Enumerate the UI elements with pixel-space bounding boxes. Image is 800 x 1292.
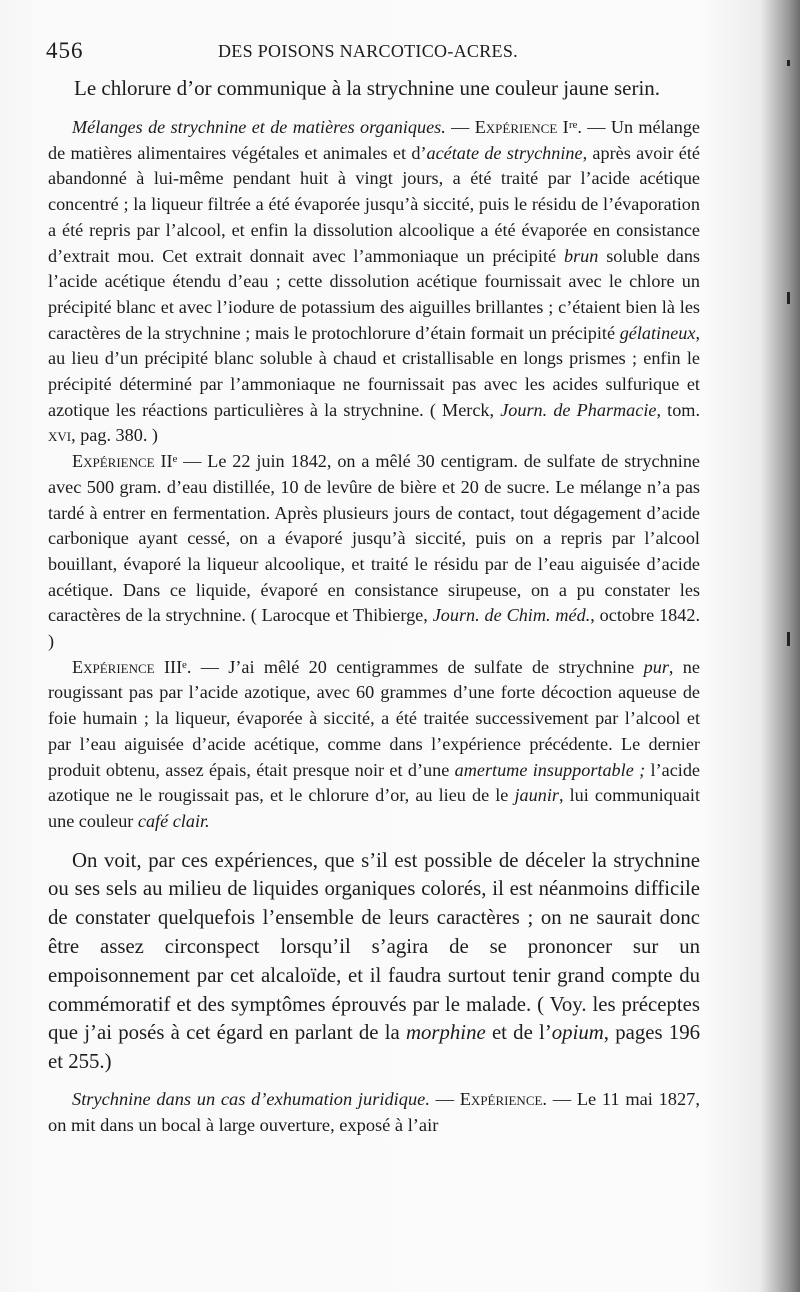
page-header bbox=[46, 38, 698, 64]
experience-label: Expérience. bbox=[459, 1089, 548, 1110]
page-edge-mark bbox=[787, 60, 790, 66]
journal-citation: Journ. de Pharmacie bbox=[500, 399, 657, 420]
page-edge-mark bbox=[787, 632, 790, 646]
paragraph-experience-3: Expérience IIIᵉ. — J’ai mêlé 20 centigrammes de sulfate de strychnine pur, ne rougissant pas par l’acide azotique, avec 60 grammes d’une forte décoction aqueuse de foie humain ; la liqueur, évaporée à siccité, a été traitée successivement par l’alcool et par l’eau aiguisée d’acide acétique, comme dans l’expérience précédente. Le dernier produit obtenu, assez épais, était presque noir et d’une amertume insupportable ; l’acide azotique ne le rougissait pas, et le chlorure d’or, au lieu de le jaunir, lui communiquait une couleur café clair. bbox=[48, 656, 700, 831]
paragraph-chlorure-or: Le chlorure d’or communique à la strychnine une couleur jaune serin. bbox=[74, 76, 661, 100]
running-title: DES POISONS NARCOTICO-ACRES. bbox=[218, 41, 518, 61]
section-heading: Mélanges de strychnine et de matières organiques. bbox=[72, 117, 446, 137]
paragraph-exhumation: Strychnine dans un cas d’exhumation juridique. — Expérience. — Le 11 mai 1827, on mit dans un bocal à large ouverture, exposé à l’air bbox=[48, 1089, 700, 1135]
paragraph-conclusion: On voit, par ces expériences, que s’il est possible de déceler la strychnine ou ses sels au milieu de liquides organiques colorés, il est néanmoins difficile de constater quelquefois l’ensemble de leurs caractères ; on ne saurait donc être assez circonspect lorsqu’il s’agira de se prononcer sur un empoisonnement par cet alcaloïde, et il faudra surtout tenir grand compte du commémoratif et des symptômes éprouvés par le malade. ( Voy. les préceptes que j’ai posés à cet égard en parlant de la morphine et de l’opium, pages 196 et 255.) bbox=[48, 848, 700, 1074]
page-edge-mark bbox=[787, 292, 790, 304]
journal-citation: Journ. de Chim. méd. bbox=[432, 605, 591, 626]
body-text bbox=[48, 74, 700, 1139]
page-number: 456 bbox=[46, 38, 84, 63]
experience-label: Expérience bbox=[72, 656, 155, 677]
paragraph-experience-1: Mélanges de strychnine et de matières organiques. — Expérience Iʳᵉ. — Un mélange de matières alimentaires végétales et animales et d’acétate de strychnine, après avoir été abandonné à lui-même pendant huit à vingt jours, a été traité par l’acide acétique concentré ; la liqueur filtrée a été évaporée jusqu’à siccité, puis le résidu de l’évaporation a été repris par l’alcool, et enfin la dissolution alcoolique a été évaporée en consistance d’extrait mou. Cet extrait donnait avec l’ammoniaque un précipité brun soluble dans l’acide acétique étendu d’eau ; cette dissolution acétique fournissait avec le chlore un précipité blanc et avec l’iodure de potassium des aiguilles brillantes ; c’étaient bien là les caractères de la strychnine ; mais le protochlorure d’étain formait un précipité gélatineux, au lieu d’un précipité blanc soluble à chaud et cristallisable en longs prismes ; enfin le précipité déterminé par l’ammoniaque ne fournissait pas avec les acides sulfurique et azotique les réactions particulières à la strychnine. ( Merck, Journ. de Pharmacie, tom. xvi, pag. 380. ) bbox=[48, 117, 701, 446]
section-heading: Strychnine dans un cas d’exhumation juridique. bbox=[72, 1089, 430, 1110]
paragraph-experience-2: Expérience IIᵉ — Le 22 juin 1842, on a mêlé 30 centigram. de sulfate de strychnine avec 500 gram. d’eau distillée, 10 de levûre de bière et 20 de sucre. Le mélange n’a pas tardé à entrer en fermentation. Après plusieurs jours de contact, tout dégagement d’acide carbonique ayant cessé, on a évaporé jusqu’à siccité, puis on a repris par l’alcool bouillant, évaporé la liqueur alcoolique, et traité le résidu par de l’eau aiguisée d’acide acétique. Dans ce liquide, évaporé en consistance sirupeuse, on a pu constater les caractères de la strychnine. ( Larocque et Thibierge, Journ. de Chim. méd., octobre 1842. ) bbox=[48, 451, 700, 652]
experience-label: Expérience bbox=[474, 117, 558, 137]
experience-label: Expérience bbox=[72, 451, 155, 472]
